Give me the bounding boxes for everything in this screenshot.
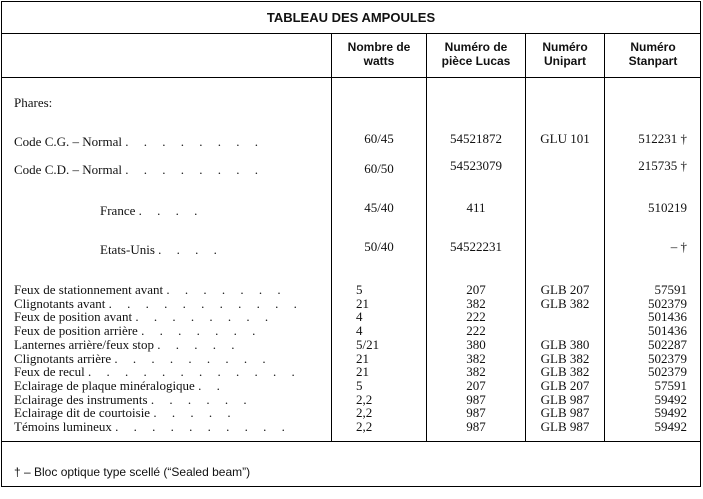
stanpart-value: 510219	[648, 200, 687, 215]
row-label: Code C.D. – Normal . . . . . . . .	[14, 162, 264, 177]
unipart-value: GLB 207	[540, 377, 590, 393]
watts-value: 21	[356, 295, 369, 311]
lucas-value: 382	[466, 295, 486, 311]
row-label: Témoins lumineux . . . . . . . . . .	[14, 419, 291, 434]
lucas-value: 54523079	[450, 158, 502, 173]
unipart-value: GLB 382	[540, 295, 590, 311]
row-label: Clignotants arrière . . . . . . . . .	[14, 350, 272, 366]
watts-value: 5	[356, 282, 363, 297]
stanpart-value: 57591	[654, 282, 687, 297]
stanpart-value: 502379	[648, 295, 687, 311]
stanpart-value: 59492	[654, 419, 687, 434]
row-label: Feux de stationnement avant . . . . . . .	[14, 282, 287, 297]
bulb-table	[1, 1, 701, 487]
watts-value: 4	[356, 323, 363, 339]
row-label: Eclairage dit de courtoisie . . . . .	[14, 405, 237, 421]
row-label: Feux de recul . . . . . . . . . . . .	[14, 364, 301, 380]
stanpart-value: 501436	[648, 323, 687, 339]
row-label: France . . . .	[100, 203, 204, 218]
lucas-value: 382	[466, 364, 486, 380]
row-label: Etats-Unis . . . .	[100, 242, 223, 257]
row-label: Feux de position avant . . . . . . . .	[14, 309, 275, 325]
lucas-value: 222	[466, 323, 486, 339]
unipart-value: GLB 987	[540, 405, 590, 421]
header-watts: Nombre de watts	[347, 40, 411, 68]
row-label: Eclairage de plaque minéralogique . .	[14, 377, 226, 393]
watts-value: 2,2	[356, 405, 373, 421]
unipart-value: GLB 987	[540, 419, 590, 434]
watts-value: 2,2	[356, 391, 373, 407]
lucas-value: 54522231	[450, 239, 502, 254]
watts-value: 4	[356, 309, 363, 325]
stanpart-value: 57591	[654, 377, 687, 393]
watts-value: 21	[356, 350, 369, 366]
title-divider	[2, 33, 700, 34]
stanpart-value: 502287	[648, 336, 687, 352]
table-title: TABLEAU DES AMPOULES	[266, 10, 436, 25]
header-stanpart: Numéro Stanpart	[628, 40, 678, 68]
unipart-value: GLB 987	[540, 391, 590, 407]
row-label: Feux de position arrière . . . . . . .	[14, 323, 262, 339]
column-divider	[331, 34, 332, 442]
watts-value: 50/40	[364, 239, 394, 254]
stanpart-value: 512231 †	[638, 131, 687, 146]
unipart-value: GLB 382	[540, 364, 590, 380]
lucas-value: 382	[466, 350, 486, 366]
unipart-value: GLB 380	[540, 336, 590, 352]
section-label-phares: Phares:	[14, 95, 53, 110]
row-label: Code C.G. – Normal . . . . . . . .	[14, 134, 264, 149]
stanpart-value: 501436	[648, 309, 687, 325]
watts-value: 5	[356, 377, 363, 393]
lucas-value: 207	[466, 377, 486, 393]
footnote: † – Bloc optique type scellé (“Sealed beam”)	[14, 465, 251, 479]
stanpart-value: 215735 †	[638, 158, 687, 173]
stanpart-value: 59492	[654, 391, 687, 407]
lucas-value: 222	[466, 309, 486, 325]
lucas-value: 207	[466, 282, 486, 297]
footnote-divider	[2, 441, 700, 442]
unipart-value: GLB 382	[540, 350, 590, 366]
unipart-value: GLB 207	[540, 282, 590, 297]
watts-value: 2,2	[356, 419, 373, 434]
watts-value: 21	[356, 364, 369, 380]
watts-value: 60/50	[364, 161, 394, 176]
header-unipart: Numéro Unipart	[542, 40, 588, 68]
unipart-value: GLU 101	[540, 131, 590, 146]
row-label: Lanternes arrière/feux stop . . . . .	[14, 336, 241, 352]
lucas-value: 380	[466, 336, 486, 352]
stanpart-value: 59492	[654, 405, 687, 421]
stanpart-value: – †	[670, 239, 687, 254]
lucas-value: 411	[466, 200, 486, 215]
watts-value: 5/21	[356, 336, 380, 352]
row-label: Clignotants avant . . . . . . . . . . .	[14, 295, 303, 311]
stanpart-value: 502379	[648, 350, 687, 366]
watts-value: 45/40	[364, 200, 394, 215]
row-label: Eclairage des instruments . . . . . .	[14, 391, 253, 407]
lucas-value: 54521872	[450, 131, 502, 146]
header-divider	[2, 77, 700, 78]
lucas-value: 987	[466, 419, 486, 434]
stanpart-value: 502379	[648, 364, 687, 380]
watts-value: 60/45	[364, 131, 394, 146]
lucas-value: 987	[466, 405, 486, 421]
header-lucas: Numéro de pièce Lucas	[441, 40, 511, 68]
lucas-value: 987	[466, 391, 486, 407]
